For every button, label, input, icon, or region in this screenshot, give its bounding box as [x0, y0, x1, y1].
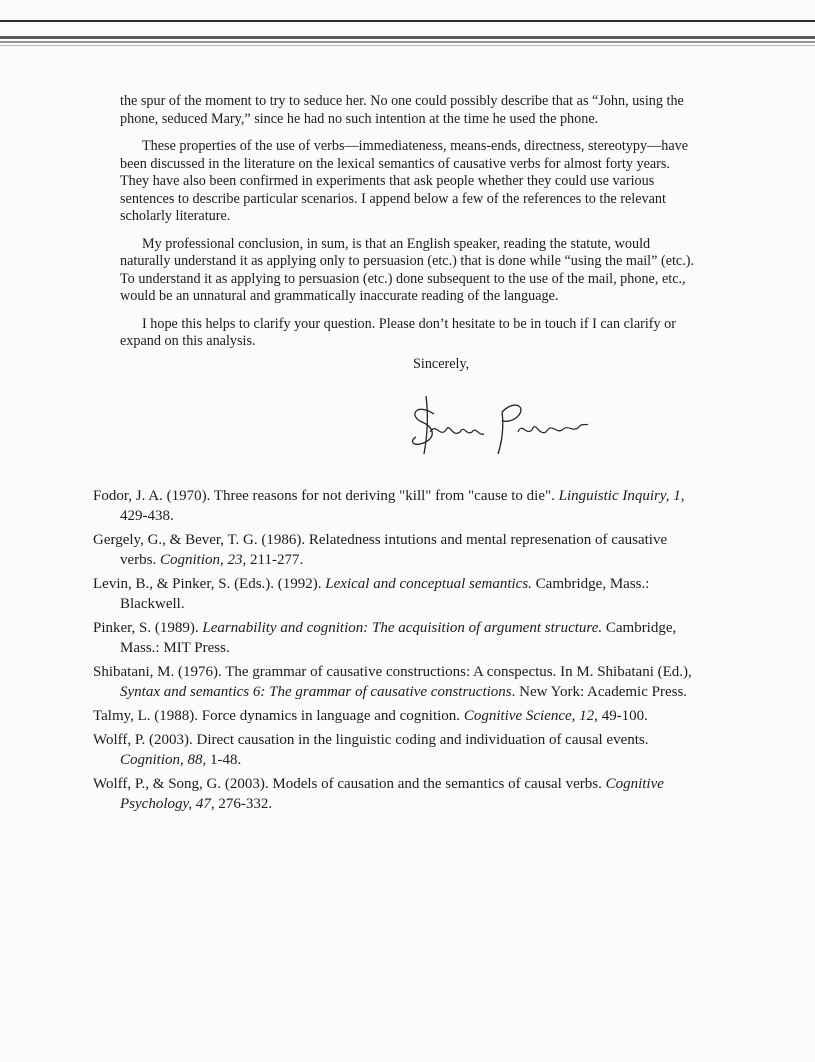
reference-item: Levin, B., & Pinker, S. (Eds.). (1992). Lexical and conceptual semantics. Cambridge, Mass.: Blackwell.	[93, 576, 650, 612]
paragraph-2: These properties of the use of verbs—immediateness, means-ends, directness, stereotypy—have been discussed in the literature on the lexical semantics of causative verbs for almost forty years. They have also been confirmed in experiments that ask people whether they could use various sentences to describe particular scenarios. I append below a few of the references to the relevant scholarly literature.	[120, 138, 689, 224]
closing: Sincerely,	[413, 356, 470, 372]
reference-item: Wolff, P. (2003). Direct causation in the linguistic coding and individuation of causal events. Cognition, 88, 1-48.	[93, 732, 649, 768]
reference-item: Gergely, G., & Bever, T. G. (1986). Relatedness intutions and mental represenation of causative verbs. Cognition, 23, 211-277.	[93, 532, 668, 568]
reference-item: Fodor, J. A. (1970). Three reasons for not deriving "kill" from "cause to die". Linguistic Inquiry, 1, 429-438.	[93, 488, 685, 524]
signature	[406, 392, 596, 462]
scan-edge-line	[0, 36, 815, 39]
scan-edge-line	[0, 41, 815, 43]
signature-name: Steven Pinker	[406, 460, 412, 461]
reference-item: Wolff, P., & Song, G. (2003). Models of causation and the semantics of causal verbs. Cognitive Psychology, 47, 276-332.	[93, 776, 664, 812]
reference-item: Shibatani, M. (1976). The grammar of causative constructions: A conspectus. In M. Shibatani (Ed.), Syntax and semantics 6: The grammar of causative constructions. New York: Academic Press.	[93, 664, 692, 700]
scan-edge-line	[0, 45, 815, 46]
letter-body	[120, 93, 700, 361]
reference-item: Talmy, L. (1988). Force dynamics in language and cognition. Cognitive Science, 12, 49-100.	[93, 708, 648, 724]
reference-list	[93, 486, 693, 818]
paragraph-4: I hope this helps to clarify your question. Please don’t hesitate to be in touch if I can clarify or expand on this analysis.	[120, 315, 676, 349]
reference-item: Pinker, S. (1989). Learnability and cognition: The acquisition of argument structure. Cambridge, Mass.: MIT Press.	[93, 620, 677, 656]
paragraph-1: the spur of the moment to try to seduce her. No one could possibly describe that as “John, using the phone, seduced Mary,” since he had no such intention at the time he used the phone.	[120, 93, 684, 127]
scan-edge-line	[0, 20, 815, 22]
paragraph-3: My professional conclusion, in sum, is that an English speaker, reading the statute, would naturally understand it as applying only to persuasion (etc.) that is done while “using the mail” (etc.). To understand it as applying to persuasion (etc.) done subsequent to the use of the mail, phone, etc., would be an unnatural and grammatically inaccurate reading of the language.	[120, 235, 695, 304]
